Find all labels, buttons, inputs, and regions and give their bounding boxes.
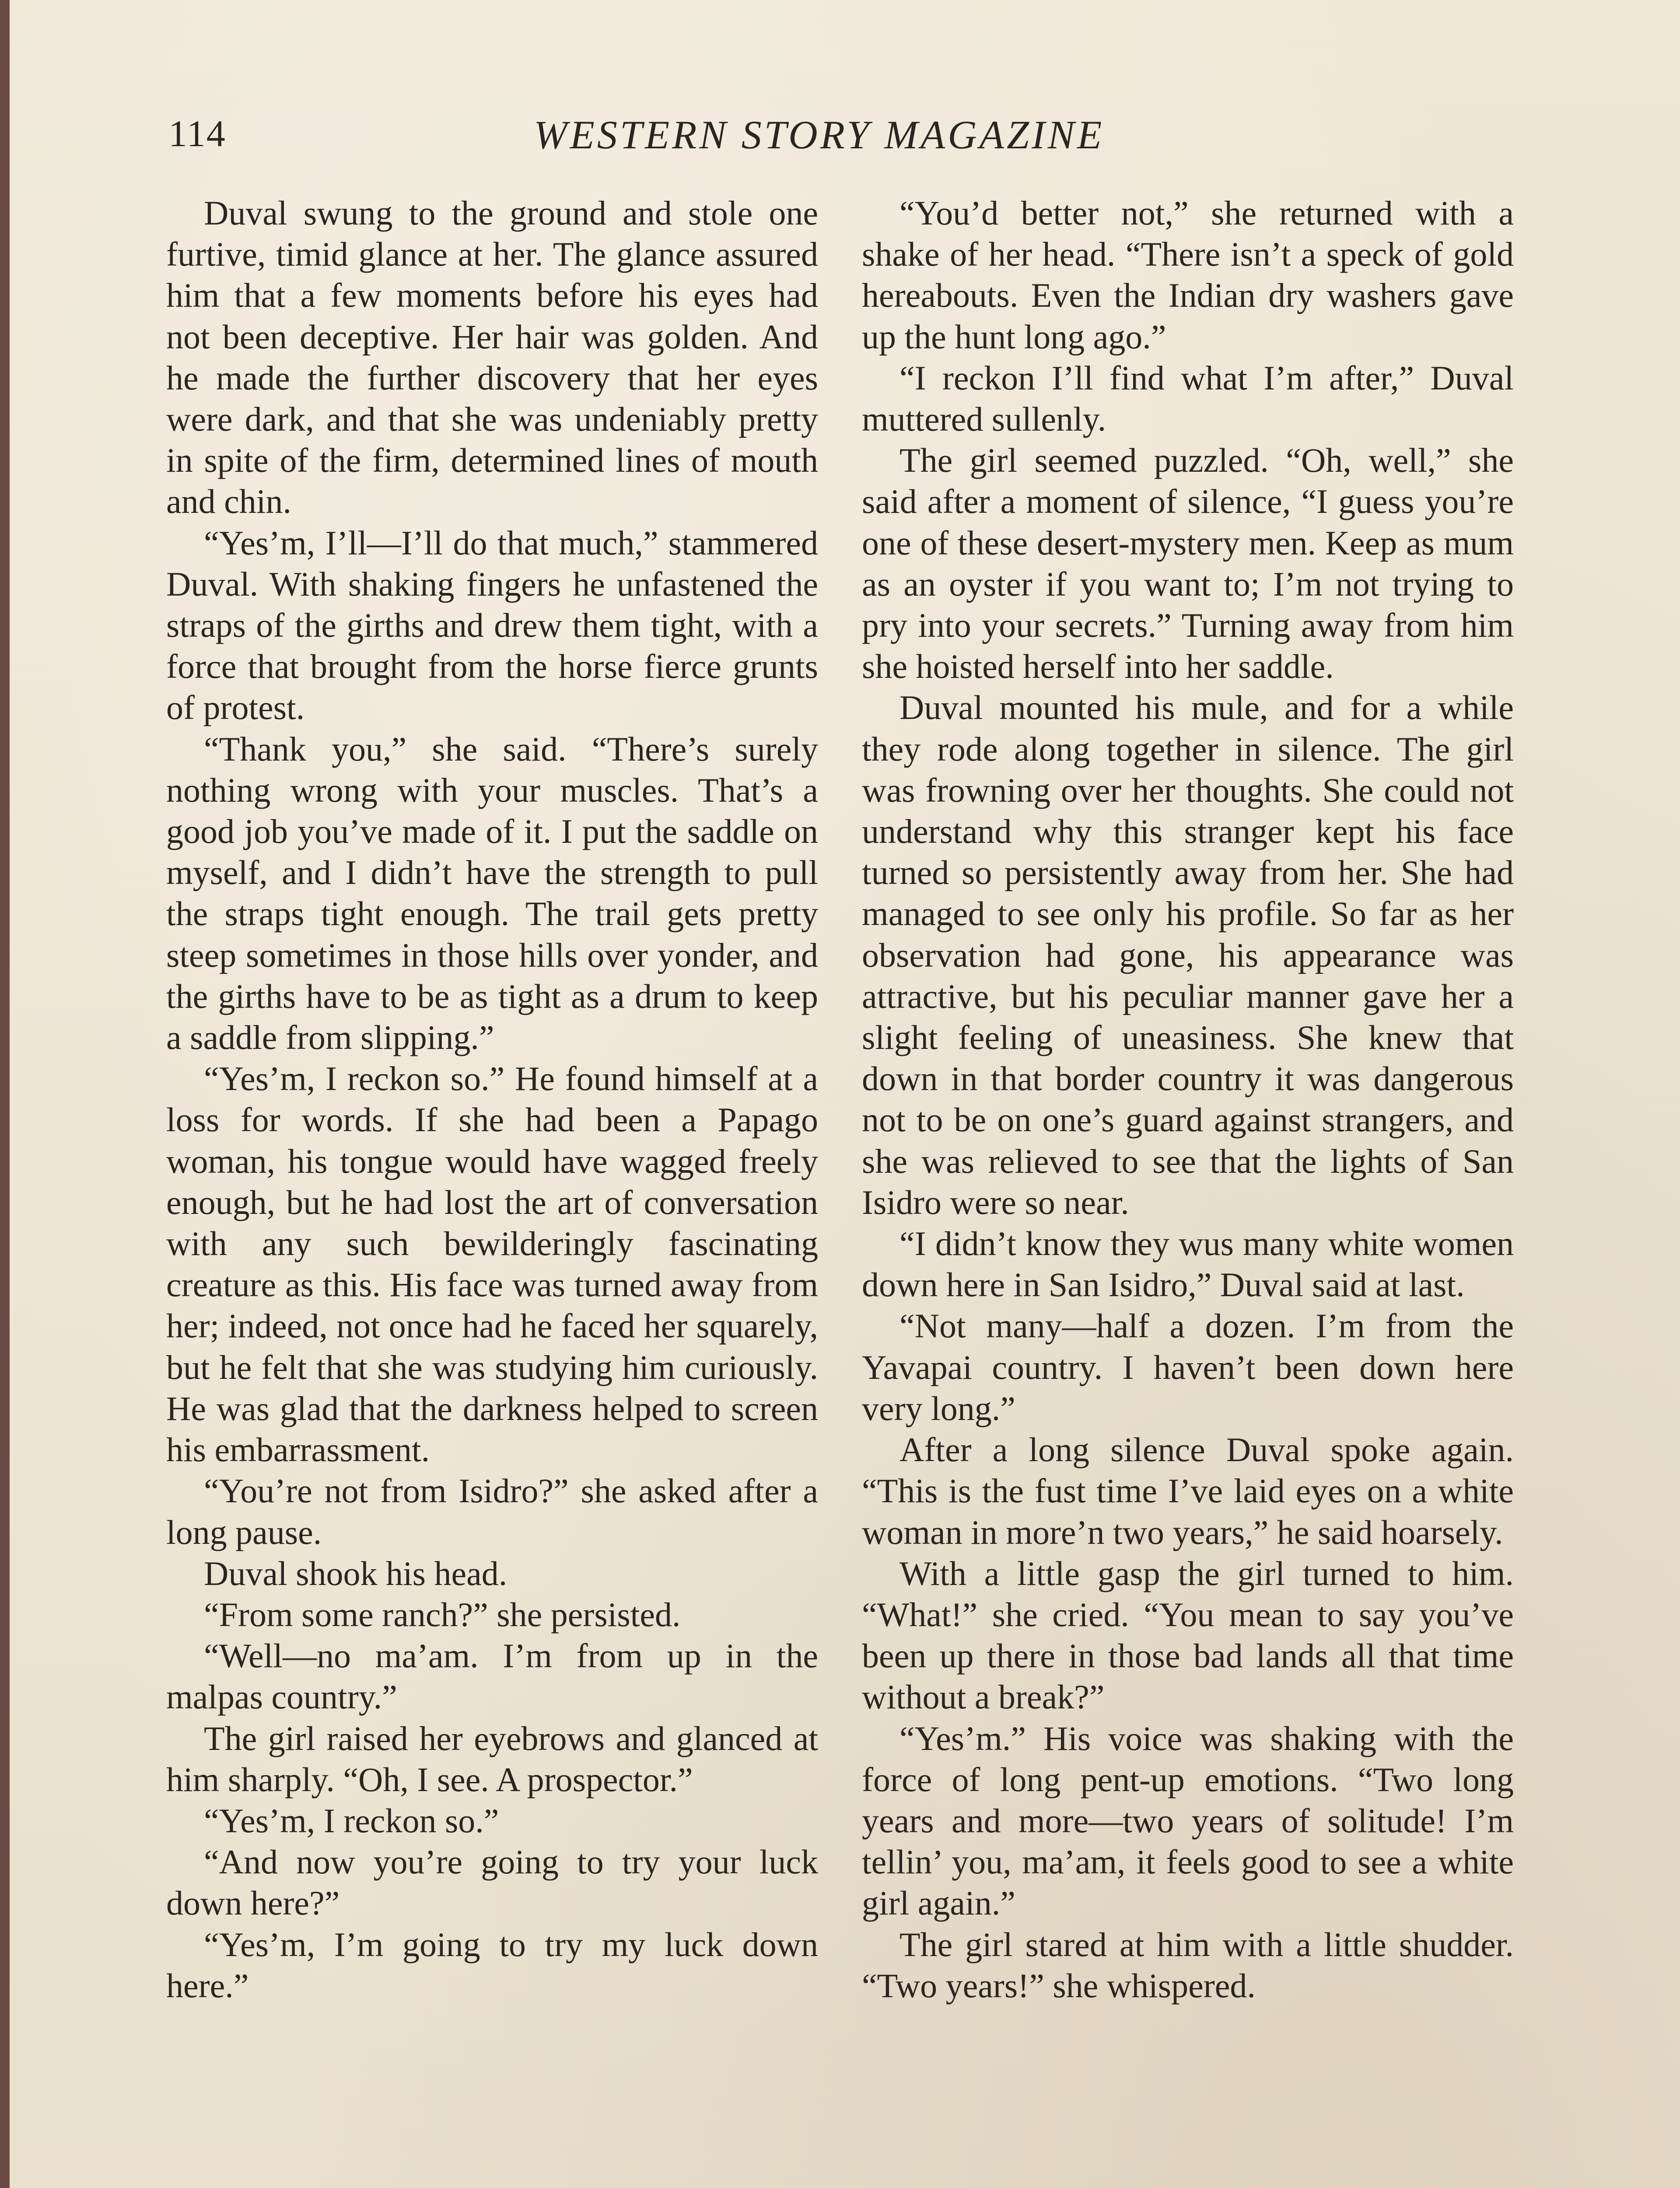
- paragraph: After a long silence Duval spoke again. “This is the fust time I’ve laid eyes on a white woman in more’n two years,” he said hoarsely.: [862, 1431, 1514, 1551]
- paragraph: “Thank you,” she said. “There’s surely nothing wrong with your muscles. That’s a good job you’ve made of it. I put the saddle on myself, and I didn’t have the strength to pull the straps tight enough. The trail gets pretty steep sometimes in those hills over yonder, and the girths have to be as tight as a drum to keep a saddle from slipping.”: [166, 729, 818, 1057]
- paragraph: “I reckon I’ll find what I’m after,” Duval muttered sullenly.: [862, 358, 1514, 438]
- paragraph: “And now you’re going to try your luck down here?”: [166, 1843, 818, 1922]
- paragraph: Duval swung to the ground and stole one furtive, timid glance at her. The glance assured him that a few moments before his eyes had not been deceptive. Her hair was golden. And he made the further discovery that her eyes were dark, and that she was undeniably pretty in spite of the firm, determined lines of mouth and chin.: [166, 194, 818, 521]
- paragraph: Duval shook his head.: [204, 1554, 508, 1592]
- paragraph: “Well—no ma’am. I’m from up in the malpas country.”: [166, 1637, 818, 1716]
- page-number: 114: [168, 112, 226, 154]
- page-header: [0, 112, 1680, 164]
- paragraph: “Yes’m, I’ll—I’ll do that much,” stammered Duval. With shaking fingers he unfastened the straps of the girths and drew them tight, with a force that brought from the horse fierce grunts of protest.: [166, 523, 818, 727]
- running-head: WESTERN STORY MAGAZINE: [534, 112, 1105, 157]
- paragraph: “Not many—half a dozen. I’m from the Yavapai country. I haven’t been down here very long.”: [862, 1307, 1514, 1427]
- page-binding-edge: [0, 0, 10, 2188]
- paragraph: “From some ranch?” she persisted.: [204, 1595, 681, 1634]
- paragraph: “Yes’m, I reckon so.” He found himself at a loss for words. If she had been a Papago woman, his tongue would have wagged freely enough, but he had lost the art of conversation with any such bewilderingly fascinating creature as this. His face was turned away from her; indeed, not once had he faced her squarely, but he felt that she was studying him curiously. He was glad that the darkness helped to screen his embarrassment.: [166, 1059, 818, 1469]
- paragraph: With a little gasp the girl turned to him. “What!” she cried. “You mean to say you’ve been up there in those bad lands all that time without a break?”: [862, 1554, 1514, 1716]
- paragraph: “Yes’m.” His voice was shaking with the force of long pent-up emotions. “Two long years and more—two years of solitude! I’m tellin’ you, ma’am, it feels good to see a white girl again.”: [862, 1719, 1514, 1922]
- right-column: [862, 193, 1514, 2006]
- paragraph: Duval mounted his mule, and for a while they rode along together in silence. The girl was frowning over her thoughts. She could not understand why this stranger kept his face turned so persistently away from her. She had managed to see only his profile. So far as her observation had gone, his appearance was attractive, but his peculiar manner gave her a slight feeling of uneasiness. She knew that down in that border country it was dangerous not to be on one’s guard against strangers, and she was relieved to see that the lights of San Isidro were so near.: [862, 688, 1514, 1221]
- paragraph: “You’d better not,” she returned with a shake of her head. “There isn’t a speck of gold hereabouts. Even the Indian dry washers gave up the hunt long ago.”: [862, 194, 1514, 356]
- paragraph: “You’re not from Isidro?” she asked after a long pause.: [166, 1472, 818, 1551]
- paragraph: The girl raised her eyebrows and glanced at him sharply. “Oh, I see. A prospector.”: [166, 1719, 818, 1799]
- paragraph: The girl seemed puzzled. “Oh, well,” she said after a moment of silence, “I guess you’re one of these desert-mystery men. Keep as mum as an oyster if you want to; I’m not trying to pry into your secrets.” Turning away from him she hoisted herself into her saddle.: [862, 441, 1514, 686]
- paragraph: The girl stared at him with a little shudder. “Two years!” she whispered.: [862, 1925, 1514, 2005]
- paragraph: “I didn’t know they wus many white women down here in San Isidro,” Duval said at last.: [862, 1224, 1514, 1304]
- paragraph: “Yes’m, I’m going to try my luck down here.”: [166, 1925, 818, 2005]
- left-column: [166, 193, 818, 2006]
- paragraph: “Yes’m, I reckon so.”: [204, 1801, 499, 1840]
